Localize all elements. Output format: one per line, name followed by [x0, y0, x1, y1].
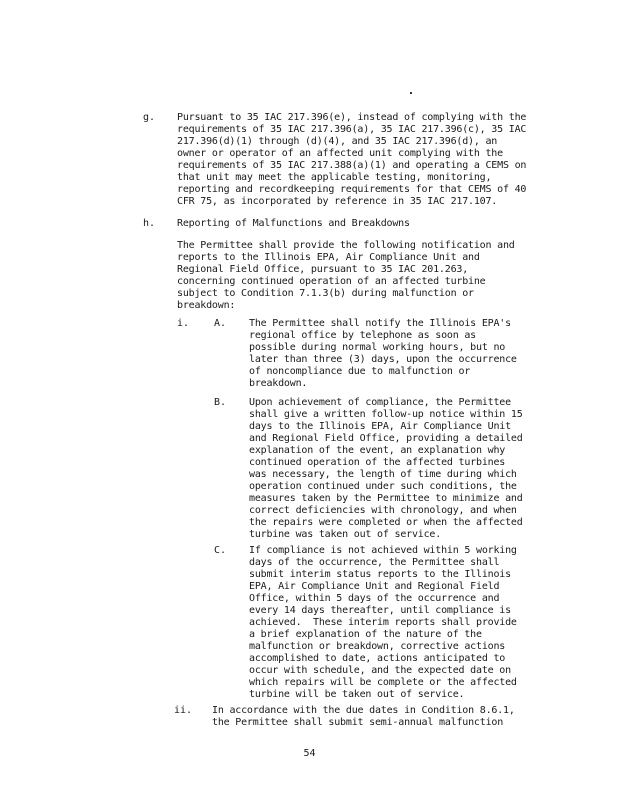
text-line: Upon achievement of compliance, the Permittee [249, 397, 511, 408]
text-line: every 14 days thereafter, until compliance is [249, 605, 511, 616]
text-line: EPA, Air Compliance Unit and Regional Field [249, 581, 500, 592]
text-line: days to the Illinois EPA, Air Compliance Unit [249, 421, 511, 432]
section-g-paragraph [177, 112, 526, 208]
text-line: occur with schedule, and the expected date on [249, 665, 511, 676]
text-line: requirements of 35 IAC 217.388(a)(1) and operating a CEMS on [177, 160, 527, 171]
text-line: and Regional Field Office, providing a detailed [249, 433, 523, 444]
text-line: breakdown: [177, 300, 236, 311]
section-h-label: h. [143, 218, 156, 229]
text-line: breakdown. [249, 378, 308, 389]
text-line: The Permittee shall provide the following notification and [177, 240, 515, 251]
text-line: days of the occurrence, the Permittee shall [249, 557, 500, 568]
text-line: was necessary, the length of time during which [249, 469, 517, 480]
text-line: correct deficiencies with chronology, and when [249, 505, 517, 516]
text-line: a brief explanation of the nature of the [249, 629, 482, 640]
sub-a-paragraph [249, 318, 517, 390]
text-line: Office, within 5 days of the occurrence and [249, 593, 500, 604]
text-line: CFR 75, as incorporated by reference in 35 IAC 217.107. [177, 196, 498, 207]
text-line: operation continued under such conditions, the [249, 481, 517, 492]
text-line: reporting and recordkeeping requirements for that CEMS of 40 [177, 184, 527, 195]
item-i-label: i. [177, 318, 190, 329]
text-line: later than three (3) days, upon the occurrence [249, 354, 517, 365]
text-line: that unit may meet the applicable testing, monitoring, [177, 172, 492, 183]
text-line: Regional Field Office, pursuant to 35 IAC 201.263, [177, 264, 469, 275]
text-line: the Permittee shall submit semi-annual malfunction [212, 717, 504, 728]
text-line: malfunction or breakdown, corrective actions [249, 641, 506, 652]
sub-b-paragraph [249, 397, 523, 541]
text-line: turbine will be taken out of service. [249, 689, 465, 700]
stray-mark [410, 92, 412, 94]
text-line: regional office by telephone as soon as [249, 330, 476, 341]
text-line: continued operation of the affected turbines [249, 457, 506, 468]
section-h-intro [177, 240, 515, 312]
page-number: 54 [303, 748, 316, 759]
text-line: of noncompliance due to malfunction or [249, 366, 471, 377]
item-ii-label: ii. [174, 705, 193, 716]
text-line: accomplished to date, actions anticipated to [249, 653, 506, 664]
section-g-label: g. [143, 112, 156, 123]
text-line: subject to Condition 7.1.3(b) during malfunction or [177, 288, 474, 299]
text-line: Pursuant to 35 IAC 217.396(e), instead of complying with the [177, 112, 527, 123]
sub-c-label: C. [214, 545, 227, 556]
text-line: submit interim status reports to the Illinois [249, 569, 511, 580]
text-line: explanation of the event, an explanation why [249, 445, 506, 456]
text-line: which repairs will be complete or the affected [249, 677, 517, 688]
text-line: requirements of 35 IAC 217.396(a), 35 IAC 217.396(c), 35 IAC [177, 124, 527, 135]
text-line: shall give a written follow-up notice within 15 [249, 409, 523, 420]
sub-b-label: B. [214, 397, 227, 408]
text-line: possible during normal working hours, but no [249, 342, 506, 353]
text-line: If compliance is not achieved within 5 working [249, 545, 517, 556]
item-ii-paragraph [212, 705, 515, 729]
text-line: achieved. These interim reports shall provide [249, 617, 517, 628]
text-line: owner or operator of an affected unit complying with the [177, 148, 503, 159]
text-line: The Permittee shall notify the Illinois EPA's [249, 318, 511, 329]
text-line: 217.396(d)(1) through (d)(4), and 35 IAC 217.396(d), an [177, 136, 498, 147]
text-line: measures taken by the Permittee to minimize and [249, 493, 523, 504]
section-heading: Reporting of Malfunctions and Breakdowns [177, 218, 410, 229]
sub-a-label: A. [214, 318, 227, 329]
text-line: turbine was taken out of service. [249, 529, 442, 540]
text-line: the repairs were completed or when the affected [249, 517, 523, 528]
sub-c-paragraph [249, 545, 517, 701]
text-line: In accordance with the due dates in Condition 8.6.1, [212, 705, 515, 716]
text-line: concerning continued operation of an affected turbine [177, 276, 486, 287]
section-h-heading [177, 218, 410, 230]
text-line: reports to the Illinois EPA, Air Compliance Unit and [177, 252, 480, 263]
